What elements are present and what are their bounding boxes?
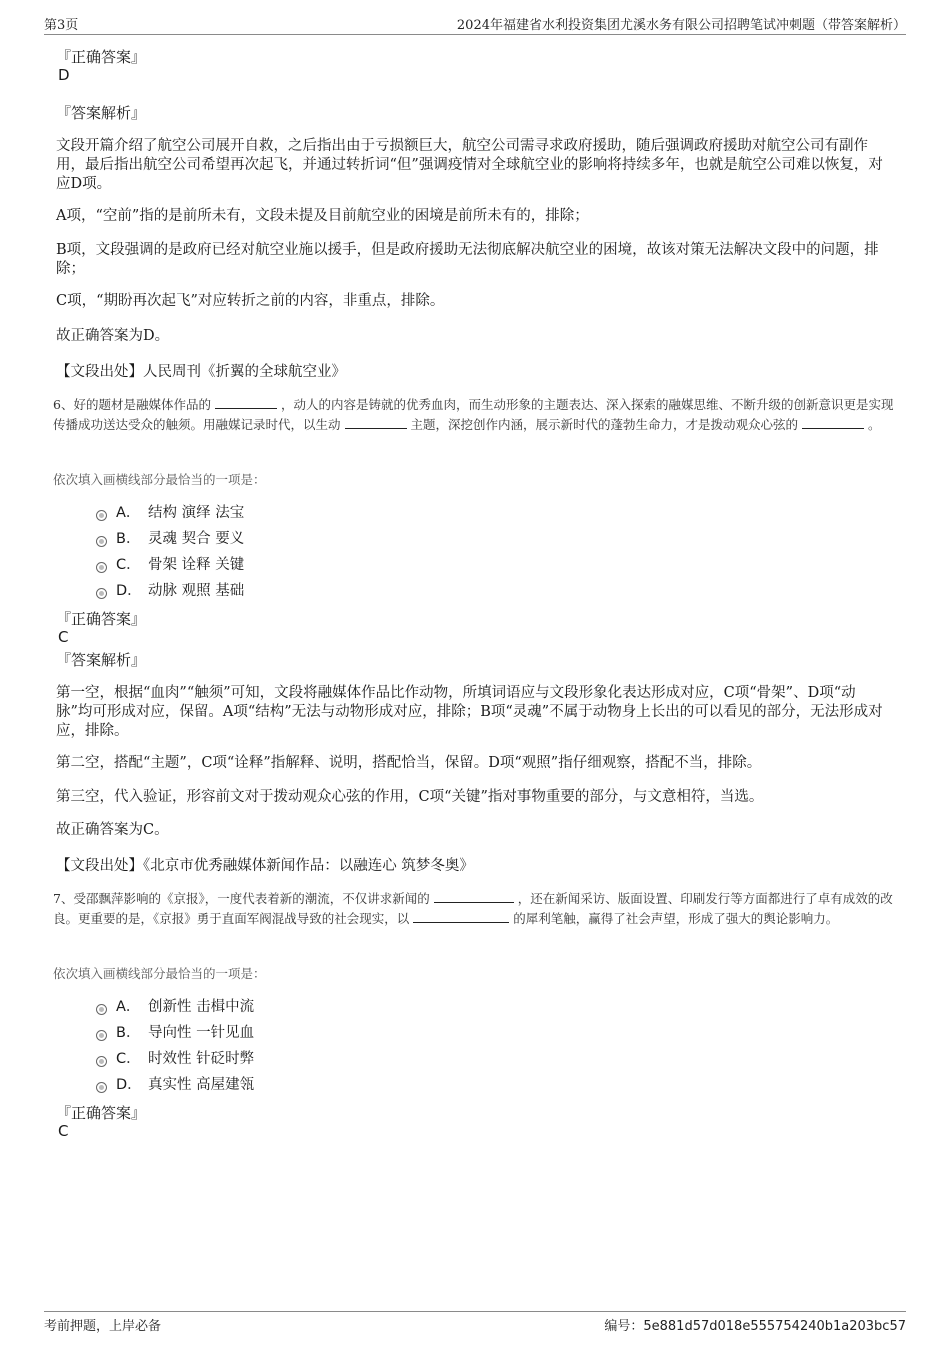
q6-options [56, 501, 456, 605]
document-code-label: 编号： [604, 1319, 644, 1334]
document-code-value: 5e881d57d018e555754240b1a203bc57 [643, 1319, 906, 1334]
q6-instruction: 依次填入画横线部分最恰当的一项是： [53, 472, 266, 487]
q7-stem-part2: ，还在新闻采访、版面设置、印刷发行等方面都进行了卓有成效的改良。更重要的是，《京报》勇于直面军阀混战导致的社会现实，以 [53, 891, 893, 926]
q6-stem-part2: ，动人的内容是铸就的优秀血肉，而生动形象的主题表达、深入探索的融媒思维、不断升级的创新意识更是实现传播成功送达受众的触须。用融媒记录时代，以生动 [53, 397, 894, 432]
q7-blank-2 [413, 910, 509, 923]
q7-stem-part3: 的犀利笔触，赢得了社会声望，形成了强大的舆论影响力。 [513, 911, 839, 926]
q5-analysis-label: 『答案解析』 [56, 104, 147, 122]
q6-stem [53, 395, 895, 435]
q6-stem-part1: 6、好的题材是融媒体作品的 [53, 397, 211, 412]
document-title: 2024年福建省水利投资集团尤溪水务有限公司招聘笔试冲刺题（带答案解析） [456, 18, 906, 33]
q7-instruction: 依次填入画横线部分最恰当的一项是： [53, 966, 266, 981]
q7-answer: C [58, 1122, 69, 1140]
radio-icon[interactable] [96, 1056, 107, 1067]
q7-option-b[interactable]: B． 导向性 一针见血 [56, 1021, 456, 1047]
q7-options [56, 995, 456, 1099]
q6-blank-3 [802, 416, 864, 429]
q6-option-c[interactable]: C． 骨架 诠释 关键 [56, 553, 456, 579]
q7-blank-1 [434, 890, 514, 903]
footer-slogan: 考前押题，上岸必备 [44, 1319, 162, 1334]
q6-stem-part3: 主题，深挖创作内涵，展示新时代的蓬勃生命力，才是拨动观众心弦的 [410, 417, 798, 432]
q7-stem-part1: 7、受邵飘萍影响的《京报》，一度代表着新的潮流，不仅讲求新闻的 [53, 891, 430, 906]
q7-answer-label: 『正确答案』 [56, 1104, 147, 1122]
q5-source: 【文段出处】人民周刊《折翼的全球航空业》 [56, 364, 346, 380]
q6-analysis-p4: 故正确答案为C。 [56, 822, 169, 838]
radio-icon[interactable] [96, 510, 107, 521]
q5-analysis-p3: B项，文段强调的是政府已经对航空业施以援手，但是政府援助无法彻底解决航空业的困境，故该对策无法解决文段中的问题，排除； [56, 242, 879, 277]
radio-icon[interactable] [96, 1082, 107, 1093]
q5-analysis-p2: A项，“空前”指的是前所未有，文段未提及目前航空业的困境是前所未有的，排除； [56, 208, 589, 224]
q6-source: 【文段出处】《北京市优秀融媒体新闻作品：以融连心 筑梦冬奥》 [56, 858, 474, 874]
q6-blank-2 [345, 416, 407, 429]
radio-icon[interactable] [96, 562, 107, 573]
q7-stem [53, 889, 895, 929]
q5-analysis-p4: C项，“期盼再次起飞”对应转折之前的内容，非重点，排除。 [56, 293, 445, 309]
page-header [44, 12, 906, 35]
radio-icon[interactable] [96, 588, 107, 599]
radio-icon[interactable] [96, 1030, 107, 1041]
q6-answer-label: 『正确答案』 [56, 610, 147, 628]
q5-analysis-p5: 故正确答案为D。 [56, 328, 170, 344]
q5-answer-label: 『正确答案』 [56, 48, 147, 66]
radio-icon[interactable] [96, 1004, 107, 1015]
document-code [604, 1315, 906, 1334]
radio-icon[interactable] [96, 536, 107, 547]
q6-option-a[interactable]: A． 结构 演绎 法宝 [56, 501, 456, 527]
q6-stem-part4: 。 [867, 417, 881, 432]
q6-blank-1 [215, 396, 277, 409]
q6-option-b[interactable]: B． 灵魂 契合 要义 [56, 527, 456, 553]
q5-answer: D [58, 66, 70, 84]
q7-option-c[interactable]: C． 时效性 针砭时弊 [56, 1047, 456, 1073]
q7-option-a[interactable]: A． 创新性 击楫中流 [56, 995, 456, 1021]
q6-analysis-p1: 第一空，根据“血肉”“触须”可知，文段将融媒体作品比作动物，所填词语应与文段形象化表达形成对应，C项“骨架”、D项“动脉”均可形成对应，保留。A项“结构”无法与动物形成对应，排除；B项“灵魂”不属于动物身上长出的可以看见的部分，无法形成对应，排除。 [56, 685, 883, 739]
page-footer [44, 1311, 906, 1334]
q5-analysis-p1: 文段开篇介绍了航空公司展开自救，之后指出由于亏损额巨大，航空公司需寻求政府援助，随后强调政府援助对航空公司有副作用，最后指出航空公司希望再次起飞，并通过转折词“但”强调疫情对全球航空业的影响将持续多年，也就是航空公司难以恢复，对应D项。 [56, 138, 883, 192]
q6-option-d[interactable]: D． 动脉 观照 基础 [56, 579, 456, 605]
q6-answer: C [58, 628, 69, 646]
q6-analysis-label: 『答案解析』 [56, 651, 147, 669]
q6-analysis-p3: 第三空，代入验证，形容前文对于拨动观众心弦的作用，C项“关键”指对事物重要的部分，与文意相符，当选。 [56, 789, 764, 805]
q7-option-d[interactable]: D． 真实性 高屋建瓴 [56, 1073, 456, 1099]
q6-analysis-p2: 第二空，搭配“主题”，C项“诠释”指解释、说明，搭配恰当，保留。D项“观照”指仔细观察，搭配不当，排除。 [56, 755, 762, 771]
page-number: 第3页 [44, 18, 79, 33]
